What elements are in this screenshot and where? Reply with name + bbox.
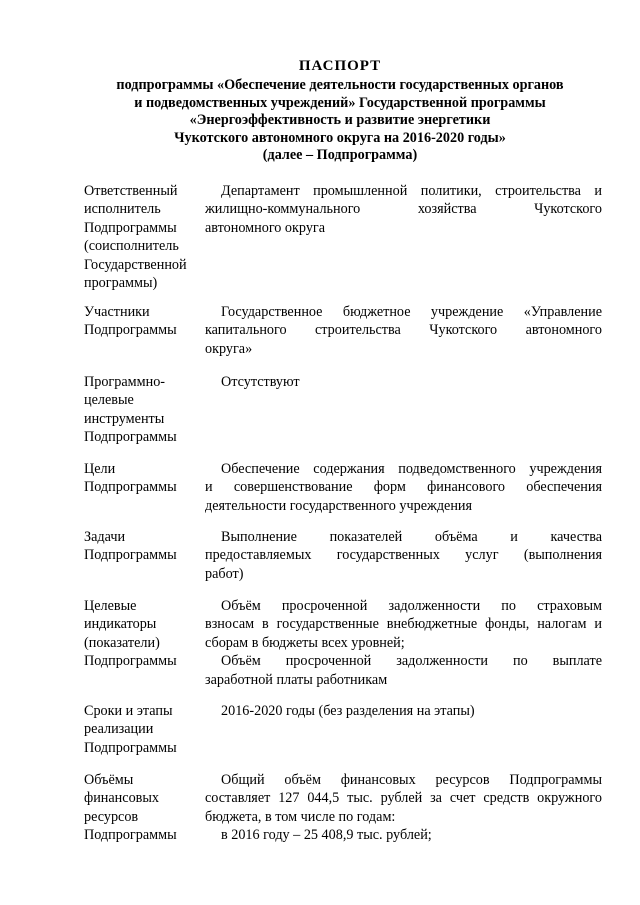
label-line: Подпрограммы [84,322,177,339]
row-content [205,373,602,391]
header-line: подпрограммы «Обеспечение деятельности государственных органов [116,77,564,94]
label-line: реализации [84,721,154,738]
content-line: Отсутствуют [221,374,300,390]
label-line: инструменты [84,410,165,427]
header-line: (далее – Подпрограмма) [262,147,418,164]
row-content [205,460,602,515]
label-line: (соисполнитель [84,238,179,255]
content-line: взносам в государственные внебюджетные фонды, налогам и [205,616,602,633]
content-line: Объём просроченной задолженности по выплате [221,653,602,670]
label-line: Объёмы [84,772,134,788]
row-label [84,597,206,671]
label-line: индикаторы [84,616,157,633]
row-content [205,528,602,583]
content-line: и совершенствование форм финансового обеспечения [205,479,602,496]
label-line: финансовых [84,790,159,807]
label-line: Подпрограммы [84,547,177,564]
label-line: Программно- [84,374,166,390]
label-line: Сроки и этапы [84,703,173,719]
content-line: в 2016 году – 25 408,9 тыс. рублей; [221,827,432,844]
passport-header [60,58,620,164]
row-label [84,373,206,447]
label-line: Подпрограммы [84,827,177,844]
header-line: Чукотского автономного округа на 2016-2020 годы» [174,129,506,146]
label-line: Подпрограммы [84,739,177,756]
content-line: Выполнение показателей объёма и качества [221,529,602,545]
label-line: Целевые [84,598,137,614]
row-label [84,460,206,497]
row-label [84,771,206,845]
label-line: Подпрограммы [84,219,177,236]
content-line: предоставляемых государственных услуг (выполнения [205,547,602,564]
content-line: заработной платы работникам [205,671,388,688]
row-label [84,702,206,757]
label-line: Подпрограммы [84,429,177,446]
header-line: «Энергоэффективность и развитие энергетики [189,112,491,129]
label-line: Государственной [84,256,187,273]
content-line: бюджета, в том числе по годам: [205,808,396,825]
row-content [205,182,602,237]
content-line: составляет 127 044,5 тыс. рублей за счет средств окружного [205,790,602,807]
row-content [205,597,602,689]
row-label [84,303,206,340]
label-line: (показатели) [84,634,160,651]
header-line: и подведомственных учреждений» Государственной программы [134,94,546,111]
content-line: жилищно-коммунального хозяйства Чукотского [205,201,602,218]
row-label [84,182,206,292]
label-line: исполнитель [84,201,161,218]
label-line: Ответственный [84,183,178,199]
row-label [84,528,206,565]
row-content [205,771,602,845]
content-line: Государственное бюджетное учреждение «Управление [221,304,602,320]
content-line: автономного округа [205,219,326,236]
content-line: деятельности государственного учреждения [205,497,473,514]
content-line: округа» [205,340,253,357]
label-line: ресурсов [84,808,139,825]
document-title: ПАСПОРТ [298,58,382,74]
label-line: Задачи [84,529,126,545]
row-content [205,702,602,720]
content-line: Объём просроченной задолженности по страховым [221,598,602,614]
label-line: Участники [84,304,150,320]
content-line: Общий объём финансовых ресурсов Подпрограммы [221,772,602,788]
row-content [205,303,602,358]
content-line: работ) [205,565,244,582]
content-line: сборам в бюджеты всех уровней; [205,634,405,651]
label-line: Подпрограммы [84,653,177,670]
label-line: программы) [84,275,158,292]
content-line: капитального строительства Чукотского автономного [205,322,602,339]
content-line: 2016-2020 годы (без разделения на этапы) [221,703,475,719]
content-line: Департамент промышленной политики, строительства и [221,183,602,199]
label-line: Подпрограммы [84,479,177,496]
label-line: Цели [84,461,116,477]
content-line: Обеспечение содержания подведомственного учреждения [221,461,602,477]
label-line: целевые [84,392,134,409]
